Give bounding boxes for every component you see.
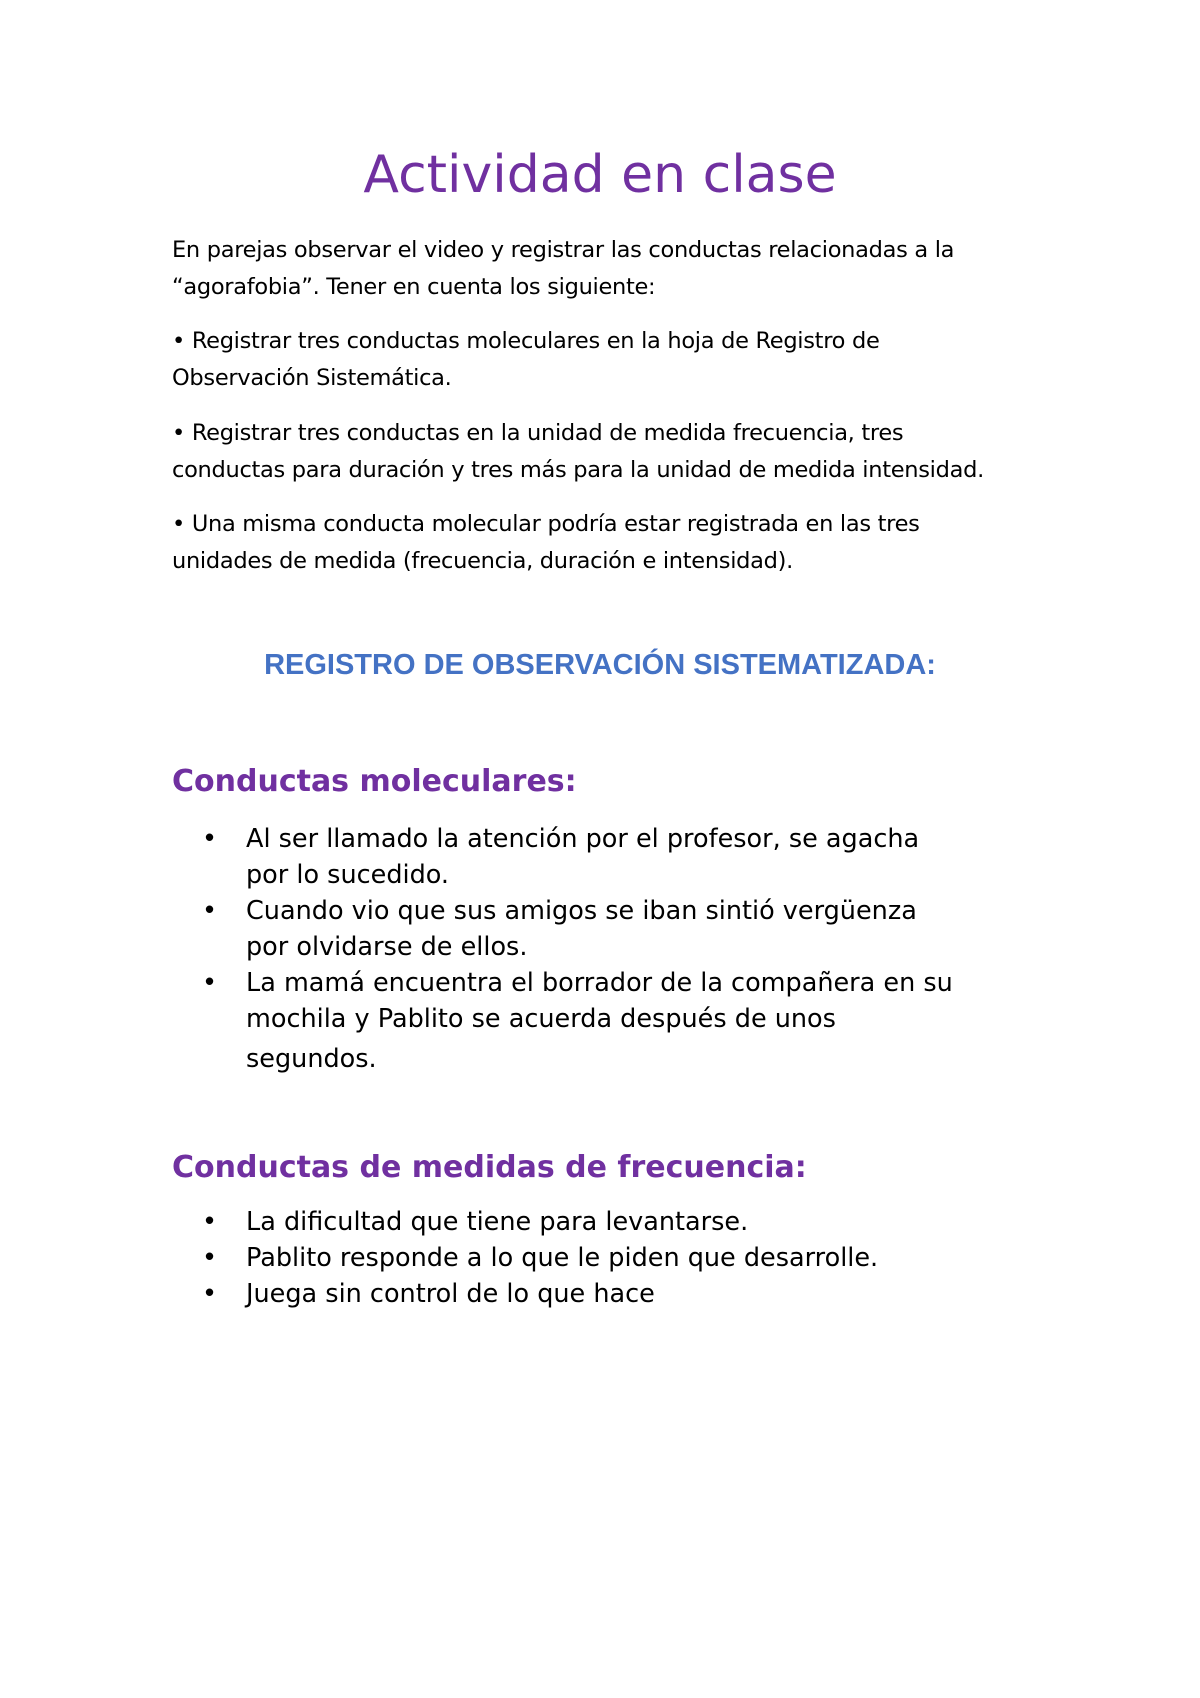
list-item-line: Juega sin control de lo que hace — [246, 1279, 655, 1309]
intro-line: “agorafobia”. Tener en cuenta los siguiente: — [172, 274, 656, 300]
intro-paragraph — [172, 232, 1052, 306]
instruction-line: • Registrar tres conductas moleculares en la hoja de Registro de — [172, 328, 880, 354]
list-item — [172, 821, 1052, 893]
list-item-line: segundos. — [246, 1044, 377, 1074]
bullet-icon: • — [202, 1243, 218, 1273]
instruction-paragraph — [172, 506, 1052, 580]
instruction-line: Observación Sistemática. — [172, 365, 452, 391]
list-item — [172, 1204, 1052, 1240]
instruction-line: unidades de medida (frecuencia, duración e intensidad). — [172, 548, 793, 574]
instruction-paragraph — [172, 415, 1052, 489]
bullet-icon: • — [202, 896, 218, 926]
list-item — [172, 965, 1052, 1077]
list-item — [172, 893, 1052, 965]
instruction-line: • Una misma conducta molecular podría estar registrada en las tres — [172, 511, 920, 537]
list-item-line: Cuando vio que sus amigos se iban sintió vergüenza — [246, 896, 917, 926]
list-item-line: mochila y Pablito se acuerda después de unos — [246, 1004, 836, 1034]
list-item-line: por olvidarse de ellos. — [246, 932, 528, 962]
bullet-icon: • — [202, 968, 218, 998]
bullet-icon: • — [202, 1279, 218, 1309]
list-item — [172, 1240, 1052, 1276]
instruction-line: • Registrar tres conductas en la unidad de medida frecuencia, tres — [172, 420, 904, 446]
bullet-icon: • — [202, 1207, 218, 1237]
list-item-line: La dificultad que tiene para levantarse. — [246, 1207, 749, 1237]
list-item-line: por lo sucedido. — [246, 860, 450, 890]
instruction-line: conductas para duración y tres más para la unidad de medida intensidad. — [172, 457, 984, 483]
instruction-paragraph — [172, 323, 1052, 397]
frecuencia-list — [172, 1204, 1052, 1312]
list-item — [172, 1276, 1052, 1312]
section-heading-moleculares: Conductas moleculares: — [172, 764, 577, 799]
list-item-line: La mamá encuentra el borrador de la compañera en su — [246, 968, 953, 998]
list-item-line: Al ser llamado la atención por el profesor, se agacha — [246, 824, 920, 854]
moleculares-list — [172, 821, 1052, 1077]
bullet-icon: • — [202, 824, 218, 854]
section-heading-frecuencia: Conductas de medidas de frecuencia: — [172, 1150, 807, 1185]
registro-title: REGISTRO DE OBSERVACIÓN SISTEMATIZADA: — [264, 649, 936, 681]
list-item-line: Pablito responde a lo que le piden que desarrolle. — [246, 1243, 879, 1273]
intro-line: En parejas observar el video y registrar las conductas relacionadas a la — [172, 237, 955, 263]
document-title: Actividad en clase — [363, 145, 837, 205]
